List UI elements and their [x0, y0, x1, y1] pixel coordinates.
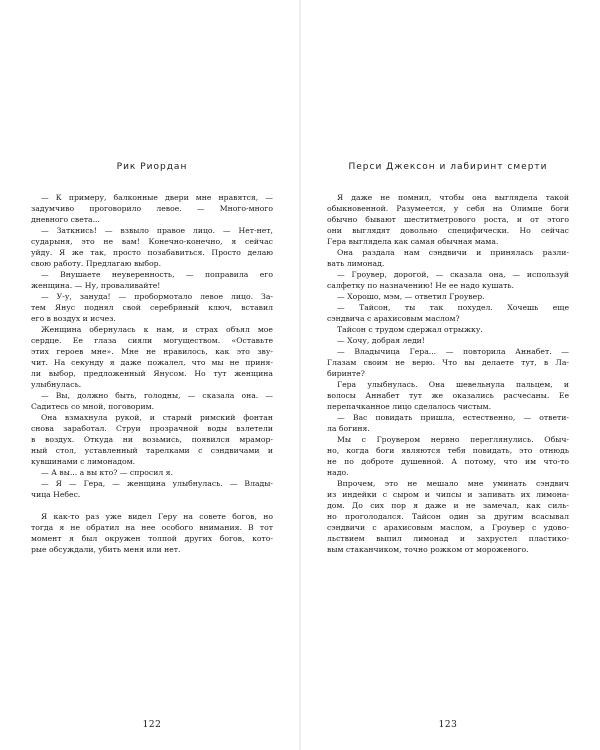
text-line: улыбнулась.	[31, 380, 82, 389]
text-line: из индейки с сыром и чипсы и запивать их лимона-	[327, 490, 569, 499]
text-line: — Я — Гера, — женщина улыбнулась. — Влады-	[41, 479, 273, 488]
text-line: этих героев мне». Мне не нравилось, как это зву-	[31, 347, 273, 356]
text-line: вать лимонад.	[327, 259, 385, 268]
text-line: Женщина обернулась к нам, и страх объял мое	[41, 325, 273, 334]
right-page	[327, 160, 569, 730]
right-page-body	[327, 192, 569, 555]
left-page	[31, 160, 273, 730]
text-line: Тайсон с трудом сдержал отрыжку.	[337, 325, 483, 334]
text-line: Глазам своим не верю. Что вы делаете тут, в Ла-	[327, 358, 569, 367]
text-line: ли выбор, предложенный Янусом. Но тут женщина	[31, 369, 273, 378]
text-line: сердце. Ее глаза сияли могуществом. «Оставьте	[31, 336, 273, 345]
text-line: — Владычица Гера... — повторила Аннабет. —	[337, 347, 569, 356]
text-line: дом. До сих пор я даже и не замечал, как силь-	[327, 501, 569, 510]
right-running-head: Перси Джексон и лабиринт смерти	[348, 162, 548, 172]
text-line: Гера выглядела как самая обычная мама.	[327, 237, 499, 246]
text-line: чит. На секунду я даже пожалел, что мы не приня-	[31, 358, 273, 367]
text-line: салфетку по назначению! Не ее надо кушать.	[327, 281, 514, 290]
text-line: Она взмахнула рукой, и старый римский фонтан	[41, 413, 273, 422]
text-line: но, когда боги являются тебя повидать, это отнюдь	[327, 446, 569, 455]
text-line: биринте?	[327, 369, 365, 378]
text-line: снова заработал. Струи прозрачной воды взлетели	[31, 424, 273, 433]
text-line: Впрочем, это не мешало мне уминать сэндвич	[337, 479, 569, 488]
text-line: — Тайсон, ты так похудел. Хочешь еще	[337, 303, 569, 312]
text-line: задумчиво проговорило левое. — Много-много	[31, 204, 273, 213]
text-line: — А вы... а вы кто? — спросил я.	[41, 468, 173, 477]
text-line: — Гроувер, дорогой, — сказала она, — используй	[337, 270, 569, 279]
text-line: рые обсуждали, убить меня или нет.	[31, 545, 181, 554]
text-line: Она раздала нам сэндвичи и принялась разли-	[337, 248, 569, 257]
text-line: — Заткнись! — взвыло правое лицо. — Нет-нет,	[41, 226, 273, 235]
text-line: сэндвичи с арахисовым маслом, а Гроувер с удово-	[327, 523, 569, 532]
text-line: — Внушаете неуверенность, — поправила его	[41, 270, 273, 279]
left-running-head: Рик Риордан	[116, 162, 188, 172]
text-line: сударыня, это не вам! Конечно-конечно, я сейчас	[31, 237, 273, 246]
text-line: — Хочу, добрая леди!	[337, 336, 425, 345]
text-line: обыкновенной. Разумеется, у себя на Олимпе боги	[327, 204, 569, 213]
left-page-number: 122	[142, 720, 162, 730]
text-line: ный стол, уставленный тарелками с сэндвичами и	[31, 446, 273, 455]
text-line: — Хорошо, мэм, — ответил Гроувер.	[337, 292, 485, 301]
text-line: Садитесь со мной, поговорим.	[31, 402, 155, 411]
text-line: обычно бывают шеститметрового роста, и от этого	[327, 215, 569, 224]
text-line: ла богиня.	[327, 424, 370, 433]
text-line: — Вас повидать пришла, естественно, — ответи-	[337, 413, 569, 422]
text-line	[31, 500, 273, 511]
text-line: сэндвича с арахисовым маслом?	[327, 314, 460, 323]
text-line: не по доброте душевной. А потому, что им что-то	[327, 457, 569, 466]
text-line: перепачканное лицо сделалось чистым.	[327, 402, 492, 411]
text-line: но проголодался. Тайсон один за другим всасывал	[327, 512, 569, 521]
text-line: Мы с Гроувером нервно переглянулись. Обыч-	[337, 435, 569, 444]
text-line: — К примеру, балконные двери мне нравятся, —	[41, 193, 273, 202]
text-line: тем Янус поднял свой серебряный ключ, вставил	[31, 303, 273, 312]
book-spine	[299, 0, 301, 750]
text-line: Я даже не помнил, чтобы она выглядела такой	[337, 193, 569, 202]
text-line: женщина. — Ну, проваливайте!	[31, 281, 161, 290]
text-line: Я как-то раз уже видел Геру на совете богов, но	[41, 512, 273, 521]
text-line: его в воздух и исчез.	[31, 314, 116, 323]
text-line: льствием выпил лимонад и захрустел пластико-	[327, 534, 569, 543]
text-line: дневного света...	[31, 215, 100, 224]
text-line: тогда я не обратил на нее особого внимания. В тот	[31, 523, 273, 532]
text-line: свою работу. Предлагаю выбор.	[31, 259, 162, 268]
text-line: в воздух. Откуда ни возьмись, появился мрамор-	[31, 435, 273, 444]
text-line: они выглядят довольно специфически. Но сейчас	[327, 226, 569, 235]
text-line: вым стаканчиком, точно рожком от мороженого.	[327, 545, 529, 554]
text-line: — У-у, зануда! — пробормотало левое лицо. За-	[41, 292, 273, 301]
text-line: уйду. Я же так, просто позабавиться. Просто делаю	[31, 248, 273, 257]
text-line: чица Небес.	[31, 490, 81, 499]
text-line: момент я был окружен толпой других богов, кото-	[31, 534, 273, 543]
left-page-body	[31, 192, 273, 555]
text-line: волосы Аннабет тут же оказались расчесаны. Ее	[327, 391, 569, 400]
text-line: надо.	[327, 468, 349, 477]
text-line: — Вы, должно быть, голодны, — сказала она. —	[41, 391, 273, 400]
text-line: Гера улыбнулась. Она шевельнула пальцем, и	[337, 380, 569, 389]
text-line: кувшинами с лимонадом.	[31, 457, 136, 466]
right-page-number: 123	[438, 720, 458, 730]
